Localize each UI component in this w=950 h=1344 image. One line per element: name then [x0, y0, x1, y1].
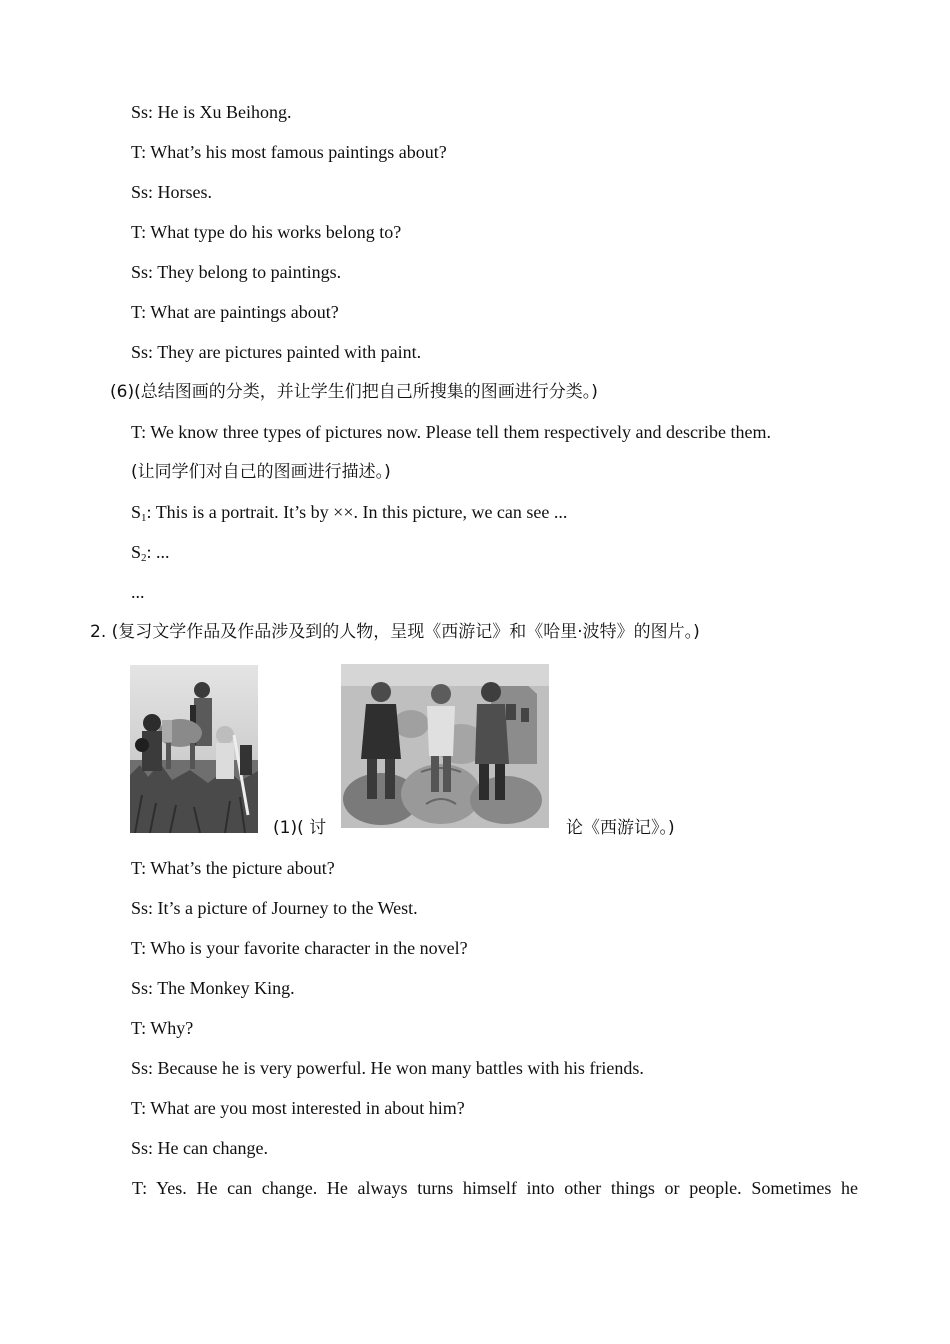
dialogue-line: T: What’s his most famous paintings about?	[131, 142, 447, 162]
dialogue-line: Ss: Horses.	[131, 182, 213, 202]
instruction-note: (让同学们对自己的图画进行描述。)	[131, 462, 391, 482]
section-heading: 2. (复习文学作品及作品涉及到的人物，呈现《西游记》和《哈里·波特》的图片。)	[90, 622, 700, 642]
ellipsis-line: ...	[131, 582, 145, 602]
dialogue-line: Ss: Because he is very powerful. He won many battles with his friends.	[131, 1058, 644, 1078]
speaker-label: S	[131, 502, 142, 522]
dialogue-line: Ss: They are pictures painted with paint.	[131, 342, 422, 362]
dialogue-line: T: We know three types of pictures now. Please tell them respectively and describe them.	[131, 422, 771, 442]
speaker-subscript: 1	[141, 512, 147, 524]
dialogue-line	[131, 501, 567, 529]
dialogue-text: : ...	[146, 542, 170, 562]
harry-potter-photo	[341, 664, 549, 828]
step-heading: (6)(总结图画的分类，并让学生们把自己所搜集的图画进行分类。)	[110, 382, 598, 402]
dialogue-line: Ss: It’s a picture of Journey to the West.	[131, 898, 418, 918]
dialogue-text: : This is a portrait. It’s by ××. In this picture, we can see ...	[146, 502, 568, 522]
dialogue-line: Ss: They belong to paintings.	[131, 262, 342, 282]
subsection-heading-part2: 论《西游记》。)	[566, 818, 675, 838]
dialogue-line	[131, 541, 170, 569]
dialogue-line: T: What’s the picture about?	[131, 858, 335, 878]
speaker-subscript: 2	[141, 552, 147, 564]
dialogue-line: T: Why?	[131, 1018, 194, 1038]
dialogue-line: T: Who is your favorite character in the novel?	[131, 938, 468, 958]
journey-to-the-west-photo	[130, 665, 258, 833]
dialogue-line: T: What type do his works belong to?	[131, 222, 402, 242]
dialogue-line: Ss: He is Xu Beihong.	[131, 102, 292, 122]
speaker-label: S	[131, 542, 142, 562]
dialogue-line: T: What are paintings about?	[131, 302, 339, 322]
dialogue-line: Ss: The Monkey King.	[131, 978, 295, 998]
dialogue-line: Ss: He can change.	[131, 1138, 268, 1158]
dialogue-line: T: Yes. He can change. He always turns himself into other things or people. Sometimes he	[132, 1178, 858, 1198]
subsection-heading-part1: (1)( 讨	[273, 818, 327, 838]
dialogue-line: T: What are you most interested in about him?	[131, 1098, 465, 1118]
